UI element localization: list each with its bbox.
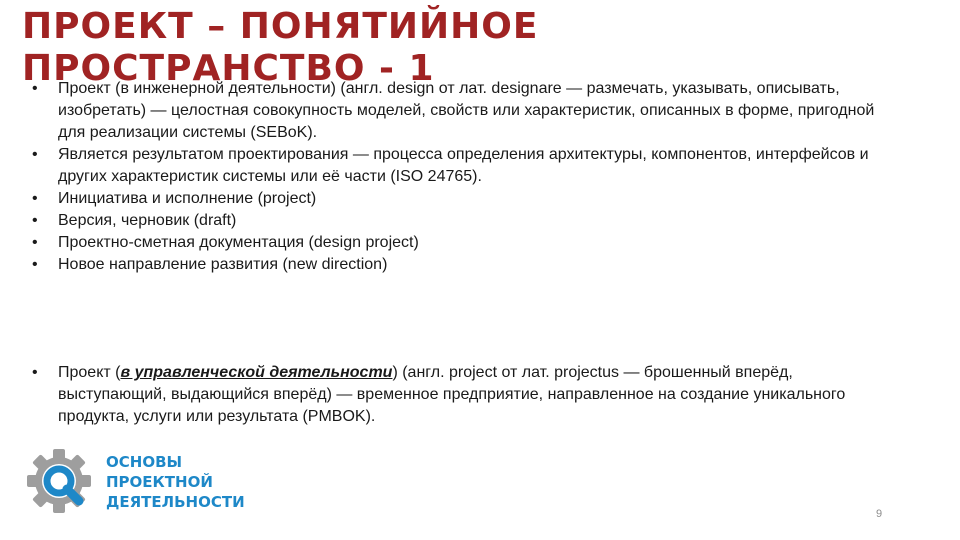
bullet-emphasis: в управленческой деятельности — [120, 364, 393, 381]
logo-line: ОСНОВЫ — [106, 453, 183, 471]
bullet-prefix: Проект ( — [58, 364, 121, 381]
bullet-item: • Проект (в инженерной деятельности) (англ. design от лат. designare — размечать, указывать, описывать, изобретать) — целостная совокупность моделей, свойств или характеристик, описанных в форме, пригодной для реализации системы (SEBoK). — [30, 78, 890, 144]
bullet-item: • Версия, черновик (draft) — [30, 210, 890, 232]
slide-title: ПРОЕКТ – ПОНЯТИЙНОЕ ПРОСТРАНСТВО - 1 — [22, 6, 539, 89]
logo-text — [106, 452, 245, 512]
bullet-list-management — [30, 362, 890, 428]
bullet-item: • Проектно-сметная документация (design project) — [30, 232, 890, 254]
bullet-item-management — [30, 362, 890, 428]
bullet-item: • Является результатом проектирования — процесса определения архитектуры, компонентов, интерфейсов и других характеристик системы или её части (ISO 24765). — [30, 144, 890, 188]
bullet-list — [30, 78, 890, 276]
bullet-item: • Новое направление развития (new direction) — [30, 254, 890, 276]
logo-line: ДЕЯТЕЛЬНОСТИ — [106, 493, 245, 511]
page-number: 9 — [876, 508, 883, 520]
bullet-item: • Инициатива и исполнение (project) — [30, 188, 890, 210]
bullet-suffix: ) (англ. project от лат. projectus — брошенный вперёд, выступающий, выдающийся вперёд) — временное предприятие, направленное на создание уникального продукта, услуги или результата (PMBOK). — [58, 364, 846, 425]
gear-magnifier-icon — [24, 446, 94, 516]
logo-line: ПРОЕКТНОЙ — [106, 473, 213, 491]
